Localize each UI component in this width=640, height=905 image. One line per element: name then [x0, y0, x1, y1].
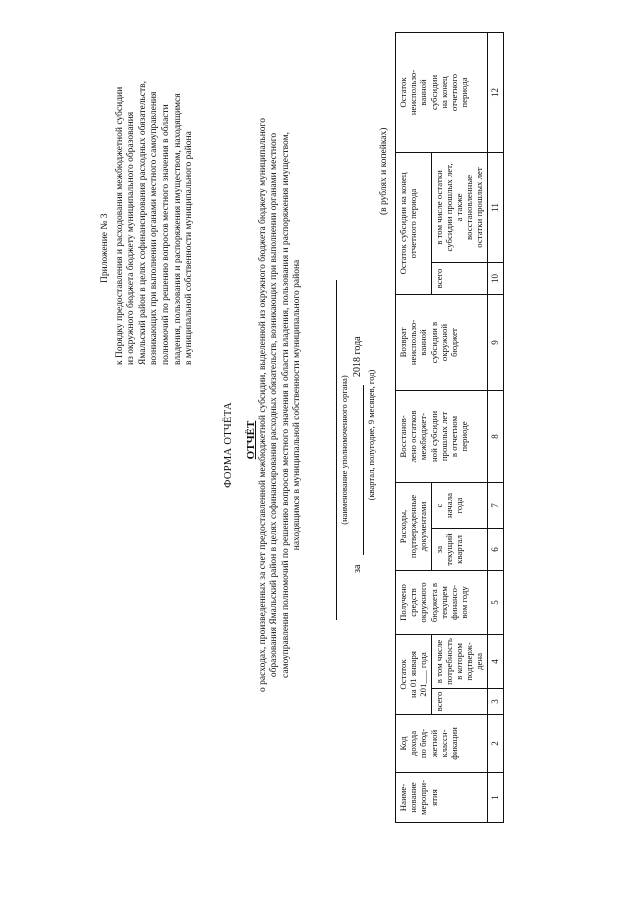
- appendix-block: [100, 45, 196, 365]
- header-restored: Восстанов- лено остатков межбюджет- ной субсидии прошлых лет в отчетном периоде: [396, 390, 488, 482]
- col-number: 11: [487, 152, 503, 262]
- col-number: 9: [487, 294, 503, 390]
- header-name: Наиме- нование меропри- ятия: [396, 773, 488, 823]
- appendix-line: владения, пользования и распоряжения имуществом, находящимся: [172, 93, 183, 365]
- period-year: 2018 года: [352, 336, 363, 377]
- subheader-total-end: всего: [431, 262, 487, 294]
- col-number: 6: [487, 528, 503, 570]
- period-blank: [363, 385, 364, 555]
- report-title: ОТЧЁТ: [245, 420, 257, 460]
- col-number: 2: [487, 715, 503, 773]
- header-expenses: Расходы, подтвержденные документами: [396, 482, 432, 570]
- report-desc-line: образования Ямальский район в целях софинансирования расходных обязательств, возникающих при выполнении органами местного: [269, 132, 280, 678]
- col-number: 5: [487, 570, 503, 634]
- appendix-line: полномочий по решению вопросов местного значения в области: [160, 104, 171, 365]
- appendix-line: Ямальский район в целях софинансирования расходных обязательств,: [137, 80, 148, 365]
- report-table: [395, 32, 504, 823]
- col-number: 7: [487, 482, 503, 528]
- col-number: 8: [487, 390, 503, 482]
- report-desc-line: самоуправления полномочий по решению вопросов местного значения в области владения, пользования и распоряжения имуществом,: [280, 132, 291, 679]
- subheader-need: в том числе потребность в котором подтверж- дена: [431, 634, 487, 688]
- header-unused: Остаток неиспользо- ванной субсидии на конец отчетного периода: [396, 32, 488, 152]
- table-col-numbers-row: [487, 32, 503, 822]
- report-desc-line: находящимся в муниципальной собственности муниципального района: [292, 259, 303, 551]
- subheader-year-start: с начала года: [431, 482, 487, 528]
- header-balance-end: Остаток субсидии на конец отчетного периода: [396, 152, 432, 294]
- subheader-total: всего: [431, 689, 487, 715]
- col-number: 4: [487, 634, 503, 688]
- org-name-blank-line: [336, 280, 337, 620]
- col-number: 3: [487, 689, 503, 715]
- header-received: Получено средств окружного бюджета в текущем финансо- вом году: [396, 570, 488, 634]
- table-header-row: [396, 32, 432, 822]
- header-balance-start: Остаток на 01 января 201___ года: [396, 634, 432, 714]
- appendix-line: возникающих при выполнении органами местного самоуправления: [149, 91, 160, 365]
- period-za: за: [352, 564, 363, 573]
- appendix-number: Приложение № 3: [100, 213, 110, 283]
- report-description: [258, 25, 304, 785]
- subheader-quarter: за текущий квартал: [431, 528, 487, 570]
- header-returned: Возврат неиспользо- ванной субсидии в окружной бюджет: [396, 294, 488, 390]
- appendix-line: к Порядку предоставления и расходования межбюджетной субсидии: [114, 86, 125, 365]
- header-code: Код дохода по бюд- жетной классн- фикации: [396, 715, 488, 773]
- col-number: 10: [487, 262, 503, 294]
- subheader-incl-prev: в том числе остатки субсидии прошлых лет, а также восстановленные остатки прошлых лет: [431, 152, 487, 262]
- appendix-line: в муниципальной собственности муниципального района: [184, 131, 195, 365]
- col-number: 1: [487, 773, 503, 823]
- period-caption: (квартал, полугодие, 9 месяцев, год): [366, 369, 376, 501]
- report-desc-line: о расходах, произведенных за счет предоставленной межбюджетной субсидии, выделенной из окружного бюджета бюджету муниципального: [258, 118, 268, 692]
- units-note: (в рублях и копейках): [379, 127, 389, 215]
- form-title: ФОРМА ОТЧЁТА: [223, 402, 234, 488]
- col-number: 12: [487, 32, 503, 152]
- appendix-line: из окружного бюджета бюджету муниципального образования: [126, 111, 137, 365]
- org-caption: (наименование уполномоченного органа): [339, 375, 349, 525]
